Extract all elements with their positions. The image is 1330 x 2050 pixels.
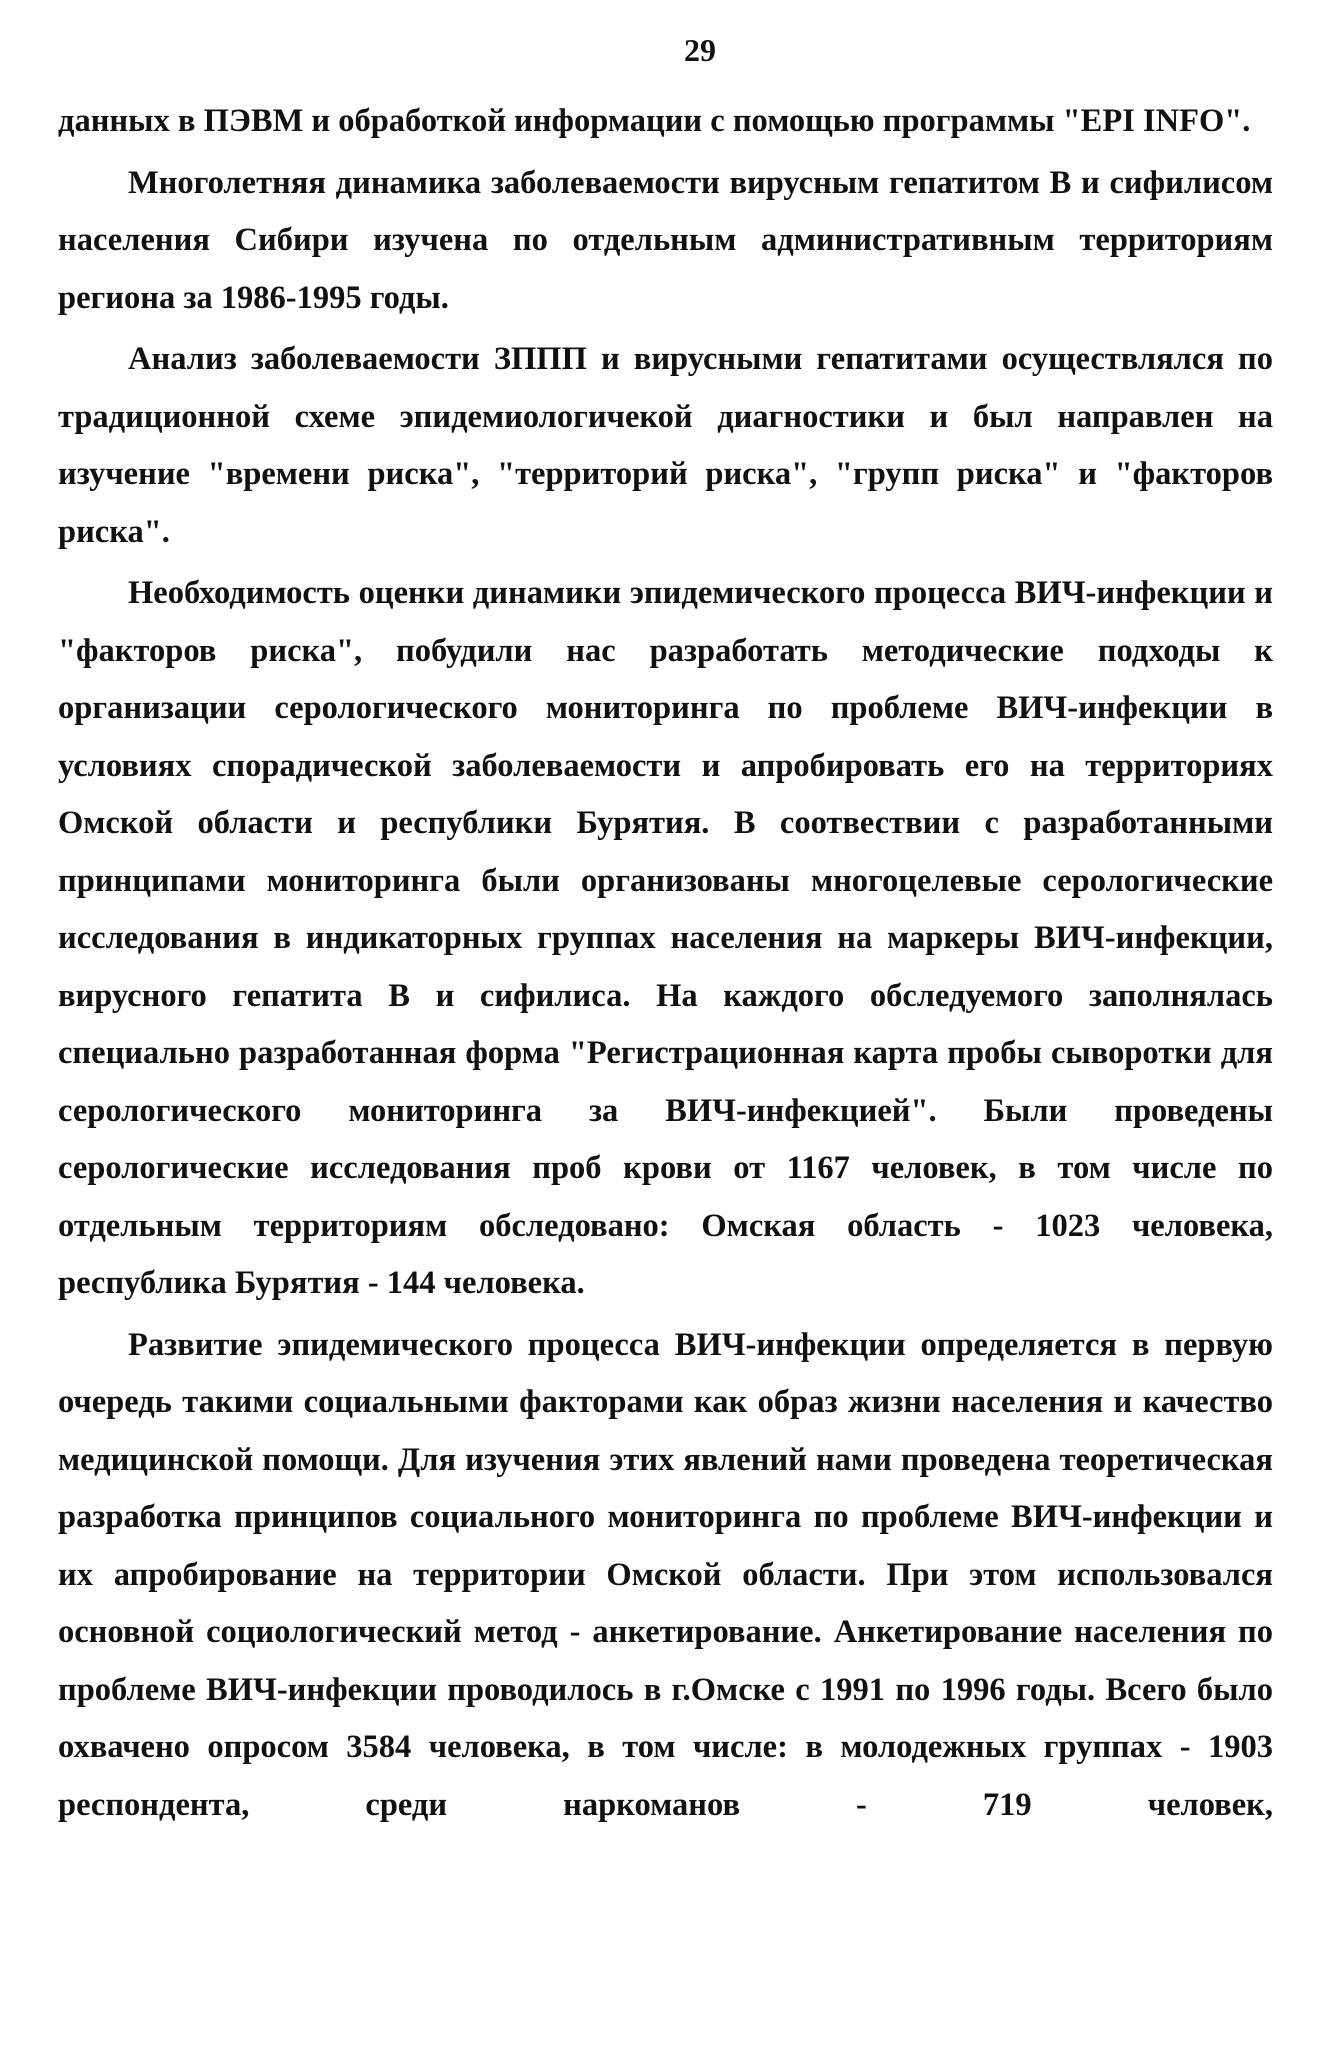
paragraph-continuation: данных в ПЭВМ и обработкой информации с помощью программы "EPI INFO".: [58, 103, 1251, 139]
page-number: 29: [684, 32, 716, 68]
paragraph-serological-monitoring: Необходимость оценки динамики эпидемического процесса ВИЧ-инфекции и "факторов риска", побудили нас разработать методические подходы к организации серологического мониторинга по проблеме ВИЧ-инфекции в условиях спорадической заболеваемости и апробировать его на территориях Омской области и республики Бурятия. В соотвествии с разработанными принципами мониторинга были организованы многоцелевые серологические исследования в индикаторных группах населения на маркеры ВИЧ-инфекции, вирусного гепатита В и сифилиса. На каждого обследуемого заполнялась специально разработанная форма "Регистрационная карта пробы сыворотки для серологического мониторинга за ВИЧ-инфекцией". Были проведены серологические исследования проб крови от 1167 человек, в том числе по отдельным территориям обследовано: Омская область - 1023 человека, республика Бурятия - 144 человека.: [58, 575, 1273, 1301]
paragraph-dynamics: Многолетняя динамика заболеваемости вирусным гепатитом В и сифилисом населения Сибири изучена по отдельным административным территориям региона за 1986-1995 годы.: [58, 164, 1273, 316]
paragraph-social-monitoring: Развитие эпидемического процесса ВИЧ-инфекции определяется в первую очередь такими социальными факторами как образ жизни населения и качество медицинской помощи. Для изучения этих явлений нами проведена теоретическая разработка принципов социального мониторинга по проблеме ВИЧ-инфекции и их апробирование на территории Омской области. При этом использовался основной социологический метод - анкетирование. Анкетирование населения по проблеме ВИЧ-инфекции проводилось в г.Омске с 1991 по 1996 годы. Всего было охвачено опросом 3584 человека, в том числе: в молодежных группах - 1903 респондента, среди наркоманов - 719 человек,: [58, 1326, 1273, 1823]
document-body: [58, 93, 1273, 1834]
paragraph-analysis: Анализ заболеваемости ЗППП и вирусными гепатитами осуществлялся по традиционной схеме эпидемиологичекой диагностики и был направлен на изучение "времени риска", "территорий риска", "групп риска" и "факторов риска".: [58, 341, 1273, 550]
